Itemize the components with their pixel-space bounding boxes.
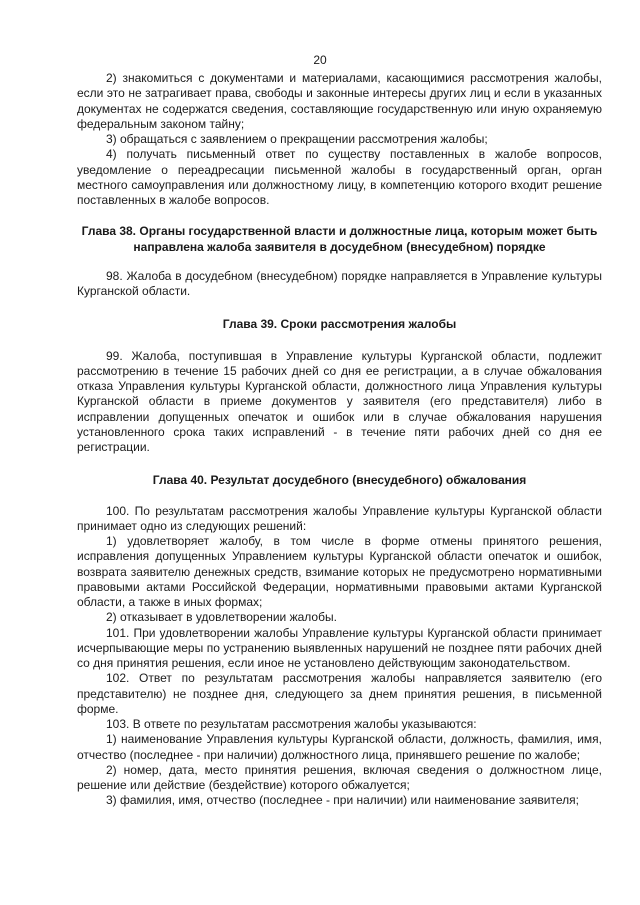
paragraph: 102. Ответ по результатам рассмотрения жалобы направляется заявителю (его представителю) не позднее дня, следующего за днем принятия решения, в письменной форме. xyxy=(77,671,602,716)
chapter-40-heading: Глава 40. Результат досудебного (внесудебного) обжалования xyxy=(152,473,527,488)
intro-section xyxy=(77,71,602,208)
paragraph: 2) знакомиться с документами и материалами, касающимися рассмотрения жалобы, если это не затрагивает права, свободы и законные интересы других лиц и если в указанных документах не содержатся сведения, составляющие государственную или иную охраняемую федеральным законом тайну; xyxy=(77,71,602,131)
paragraph: 2) номер, дата, место принятия решения, включая сведения о должностном лице, решение или действие (бездействие) которого обжалуется; xyxy=(77,762,602,792)
paragraph: 3) обращаться с заявлением о прекращении рассмотрения жалобы; xyxy=(106,132,488,146)
paragraph: 100. По результатам рассмотрения жалобы Управление культуры Курганской области принимает одно из следующих решений: xyxy=(77,503,602,533)
chapter-39-section xyxy=(77,317,602,455)
paragraph: 1) наименование Управления культуры Курганской области, должность, фамилия, имя, отчество (последнее - при наличии) должностного лица, принявшего решение по жалобе; xyxy=(77,732,602,762)
chapter-39-heading: Глава 39. Сроки рассмотрения жалобы xyxy=(222,317,457,332)
page-content xyxy=(77,71,602,809)
chapter-40-section xyxy=(77,473,602,808)
page-number: 20 xyxy=(313,53,327,67)
paragraph: 4) получать письменный ответ по существу поставленных в жалобе вопросов, уведомление о переадресации письменной жалобы в государственный орган, орган местного самоуправления или должностному лицу, в компетенцию которого входит решение поставленных в жалобе вопросов. xyxy=(77,147,602,207)
chapter-38-section xyxy=(77,224,602,299)
paragraph: 99. Жалоба, поступившая в Управление культуры Курганской области, подлежит рассмотрению в течение 15 рабочих дней со дня ее регистрации, а в случае обжалования отказа Управления культуры Курганской области, должностного лица Управления культуры Курганской области в приеме документов у заявителя (его представителя) либо в исправлении допущенных опечаток и ошибок или в случае обжалования нарушения установленного срока таких исправлений - в течение пяти рабочих дней со дня ее регистрации. xyxy=(77,348,602,454)
chapter-38-heading: Глава 38. Органы государственной власти и должностные лица, которым может быть направлена жалоба заявителя в досудебном (внесудебном) порядке xyxy=(81,224,598,254)
paragraph: 1) удовлетворяет жалобу, в том числе в форме отмены принятого решения, исправления допущенных Управлением культуры Курганской области опечаток и ошибок, возврата заявителю денежных средств, взимание которых не предусмотрено нормативными правовыми актами Российской Федерации, нормативными правовыми актами Курганской области, а также в иных формах; xyxy=(77,534,602,609)
paragraph: 98. Жалоба в досудебном (внесудебном) порядке направляется в Управление культуры Курганской области. xyxy=(77,268,602,298)
paragraph: 103. В ответе по результатам рассмотрения жалобы указываются: xyxy=(106,717,477,731)
paragraph: 101. При удовлетворении жалобы Управление культуры Курганской области принимает исчерпывающие меры по устранению выявленных нарушений не позднее пяти рабочих дней со дня принятия решения, если иное не установлено действующим законодательством. xyxy=(77,625,602,670)
paragraph: 2) отказывает в удовлетворении жалобы. xyxy=(106,610,337,625)
paragraph: 3) фамилия, имя, отчество (последнее - при наличии) или наименование заявителя; xyxy=(106,793,579,808)
